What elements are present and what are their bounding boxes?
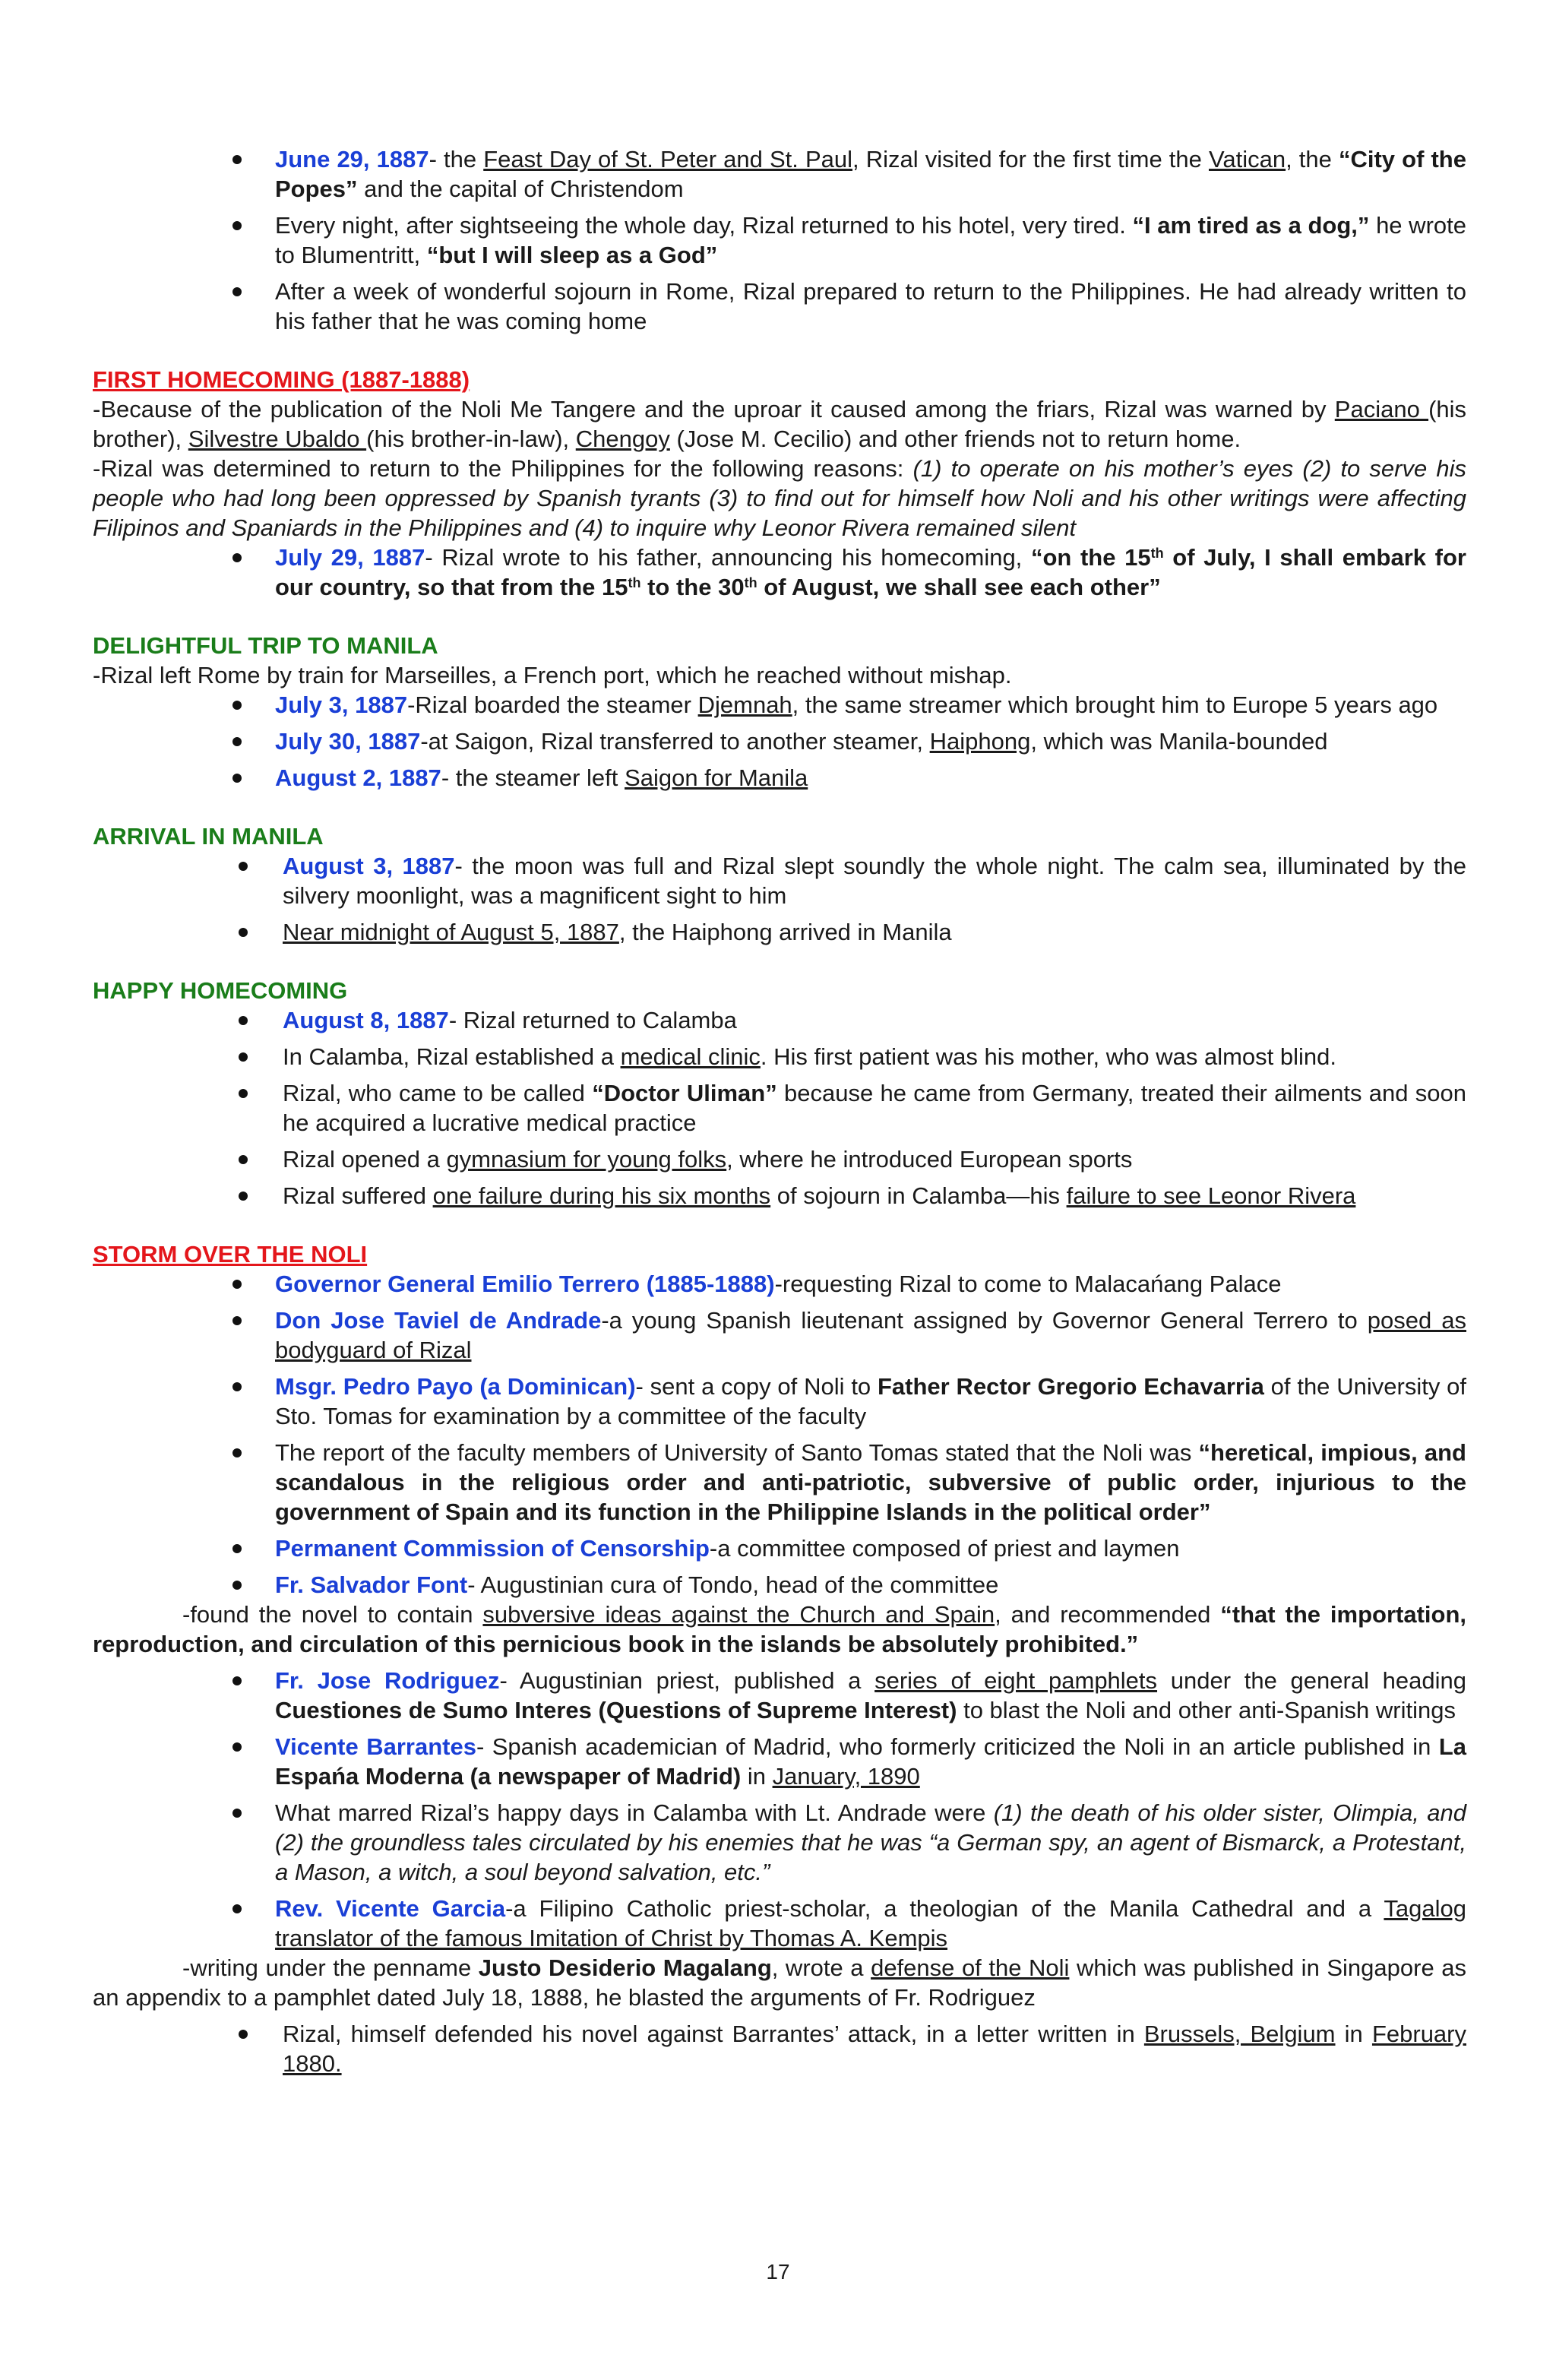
list-item: Permanent Commission of Censorship-a committee composed of priest and laymen xyxy=(93,1533,1466,1563)
list-item: Rizal opened a gymnasium for young folks, where he introduced European sports xyxy=(93,1144,1466,1174)
list-item: The report of the faculty members of University of Santo Tomas stated that the Noli was “heretical, impious, and scandalous in the religious order and anti-patriotic, subversive of public order, injurious to the government of Spain and its function in the Philippine Islands in the political order” xyxy=(93,1438,1466,1527)
paragraph: -found the novel to contain subversive ideas against the Church and Spain, and recommended “that the importation, reproduction, and circulation of this pernicious book in the islands be absolutely prohibited.” xyxy=(93,1601,1466,1657)
person-label: Governor General Emilio Terrero (1885-1888) xyxy=(275,1271,775,1297)
list-item: August 3, 1887- the moon was full and Rizal slept soundly the whole night. The calm sea, illuminated by the silvery moonlight, was a magnificent sight to him xyxy=(93,851,1466,910)
list-item: August 2, 1887- the steamer left Saigon for Manila xyxy=(93,763,1466,793)
date-label: July 30, 1887 xyxy=(275,728,421,755)
list-item: Don Jose Taviel de Andrade-a young Spanish lieutenant assigned by Governor General Terrero to posed as bodyguard of Rizal xyxy=(93,1306,1466,1365)
person-label: Fr. Salvador Font xyxy=(275,1571,468,1598)
paragraph: -Rizal left Rome by train for Marseilles, a French port, which he reached without mishap. xyxy=(93,662,1012,688)
section-heading: FIRST HOMECOMING (1887-1888) xyxy=(93,366,470,393)
list-item: Rizal, who came to be called “Doctor Uliman” because he came from Germany, treated their ailments and soon he acquired a lucrative medical practice xyxy=(93,1078,1466,1138)
person-label: Vicente Barrantes xyxy=(275,1733,476,1760)
paragraph: -Rizal was determined to return to the Philippines for the following reasons: (1) to operate on his mother’s eyes (2) to serve his people who had long been oppressed by Spanish tyrants (3) to find out for himself how Noli and his other writings were affecting Filipinos and Spaniards in the Philippines and (4) to inquire why Leonor Rivera remained silent xyxy=(93,455,1467,541)
list-item: In Calamba, Rizal established a medical clinic. His first patient was his mother, who was almost blind. xyxy=(93,1042,1466,1071)
section-heading: HAPPY HOMECOMING xyxy=(93,977,348,1004)
list-item: Rizal, himself defended his novel against Barrantes’ attack, in a letter written in Brussels, Belgium in February 1880. xyxy=(93,2019,1466,2078)
list-item: Rev. Vicente Garcia-a Filipino Catholic priest-scholar, a theologian of the Manila Cathedral and a Tagalog translator of the famous Imitation of Christ by Thomas A. Kempis xyxy=(93,1894,1466,1953)
list-item: After a week of wonderful sojourn in Rome, Rizal prepared to return to the Philippines. He had already written to his father that he was coming home xyxy=(93,277,1466,336)
list-item: Fr. Salvador Font- Augustinian cura of Tondo, head of the committee xyxy=(93,1570,1466,1600)
section-heading: ARRIVAL IN MANILA xyxy=(93,823,324,850)
date-label: July 3, 1887 xyxy=(275,692,408,718)
list-item: Near midnight of August 5, 1887, the Haiphong arrived in Manila xyxy=(93,917,1466,947)
list-item: July 30, 1887-at Saigon, Rizal transferred to another steamer, Haiphong, which was Manila-bounded xyxy=(93,726,1466,756)
date-label: June 29, 1887 xyxy=(275,146,429,172)
person-label: Rev. Vicente Garcia xyxy=(275,1895,506,1922)
date-label: July 29, 1887 xyxy=(275,544,425,571)
person-label: Permanent Commission of Censorship xyxy=(275,1535,710,1562)
list-item: June 29, 1887- the Feast Day of St. Peter and St. Paul, Rizal visited for the first time the Vatican, the “City of the Popes” and the capital of Christendom xyxy=(93,144,1466,204)
paragraph: -Because of the publication of the Noli Me Tangere and the uproar it caused among the friars, Rizal was warned by Paciano (his brother), Silvestre Ubaldo (his brother-in-law), Chengoy (Jose M. Cecilio) and other friends not to return home. xyxy=(93,396,1467,452)
date-label: August 8, 1887 xyxy=(283,1007,449,1033)
person-label: Fr. Jose Rodriguez xyxy=(275,1667,500,1694)
date-label: August 3, 1887 xyxy=(283,853,455,879)
list-item: Every night, after sightseeing the whole day, Rizal returned to his hotel, very tired. “I am tired as a dog,” he wrote to Blumentritt, “but I will sleep as a God” xyxy=(93,210,1466,270)
list-item: Governor General Emilio Terrero (1885-1888)-requesting Rizal to come to Malacańang Palace xyxy=(93,1269,1466,1299)
person-label: Don Jose Taviel de Andrade xyxy=(275,1307,602,1334)
page-content xyxy=(93,144,1466,2085)
list-item: Msgr. Pedro Payo (a Dominican)- sent a copy of Noli to Father Rector Gregorio Echavarria of the University of Sto. Tomas for examination by a committee of the faculty xyxy=(93,1372,1466,1431)
person-label: Msgr. Pedro Payo (a Dominican) xyxy=(275,1373,636,1400)
list-item: July 29, 1887- Rizal wrote to his father, announcing his homecoming, “on the 15th of July, I shall embark for our country, so that from the 15th to the 30th of August, we shall see each other” xyxy=(93,543,1466,602)
list-item: Rizal suffered one failure during his six months of sojourn in Calamba—his failure to see Leonor Rivera xyxy=(93,1181,1466,1211)
list-item: Vicente Barrantes- Spanish academician of Madrid, who formerly criticized the Noli in an article published in La Espańa Moderna (a newspaper of Madrid) in January, 1890 xyxy=(93,1732,1466,1791)
list-item: August 8, 1887- Rizal returned to Calamba xyxy=(93,1005,1466,1035)
page-number: 17 xyxy=(766,2260,790,2283)
paragraph: -writing under the penname Justo Desiderio Magalang, wrote a defense of the Noli which was published in Singapore as an appendix to a pamphlet dated July 18, 1888, he blasted the arguments of Fr. Rodriguez xyxy=(93,1954,1466,2011)
date-label: August 2, 1887 xyxy=(275,764,441,791)
section-heading: DELIGHTFUL TRIP TO MANILA xyxy=(93,632,438,659)
list-item: Fr. Jose Rodriguez- Augustinian priest, published a series of eight pamphlets under the general heading Cuestiones de Sumo Interes (Questions of Supreme Interest) to blast the Noli and other anti-Spanish writings xyxy=(93,1666,1466,1725)
list-item: July 3, 1887-Rizal boarded the steamer Djemnah, the same streamer which brought him to Europe 5 years ago xyxy=(93,690,1466,720)
list-item: What marred Rizal’s happy days in Calamba with Lt. Andrade were (1) the death of his older sister, Olimpia, and (2) the groundless tales circulated by his enemies that he was “a German spy, an agent of Bismarck, a Protestant, a Mason, a witch, a soul beyond salvation, etc.” xyxy=(93,1798,1466,1887)
section-heading: STORM OVER THE NOLI xyxy=(93,1241,368,1268)
